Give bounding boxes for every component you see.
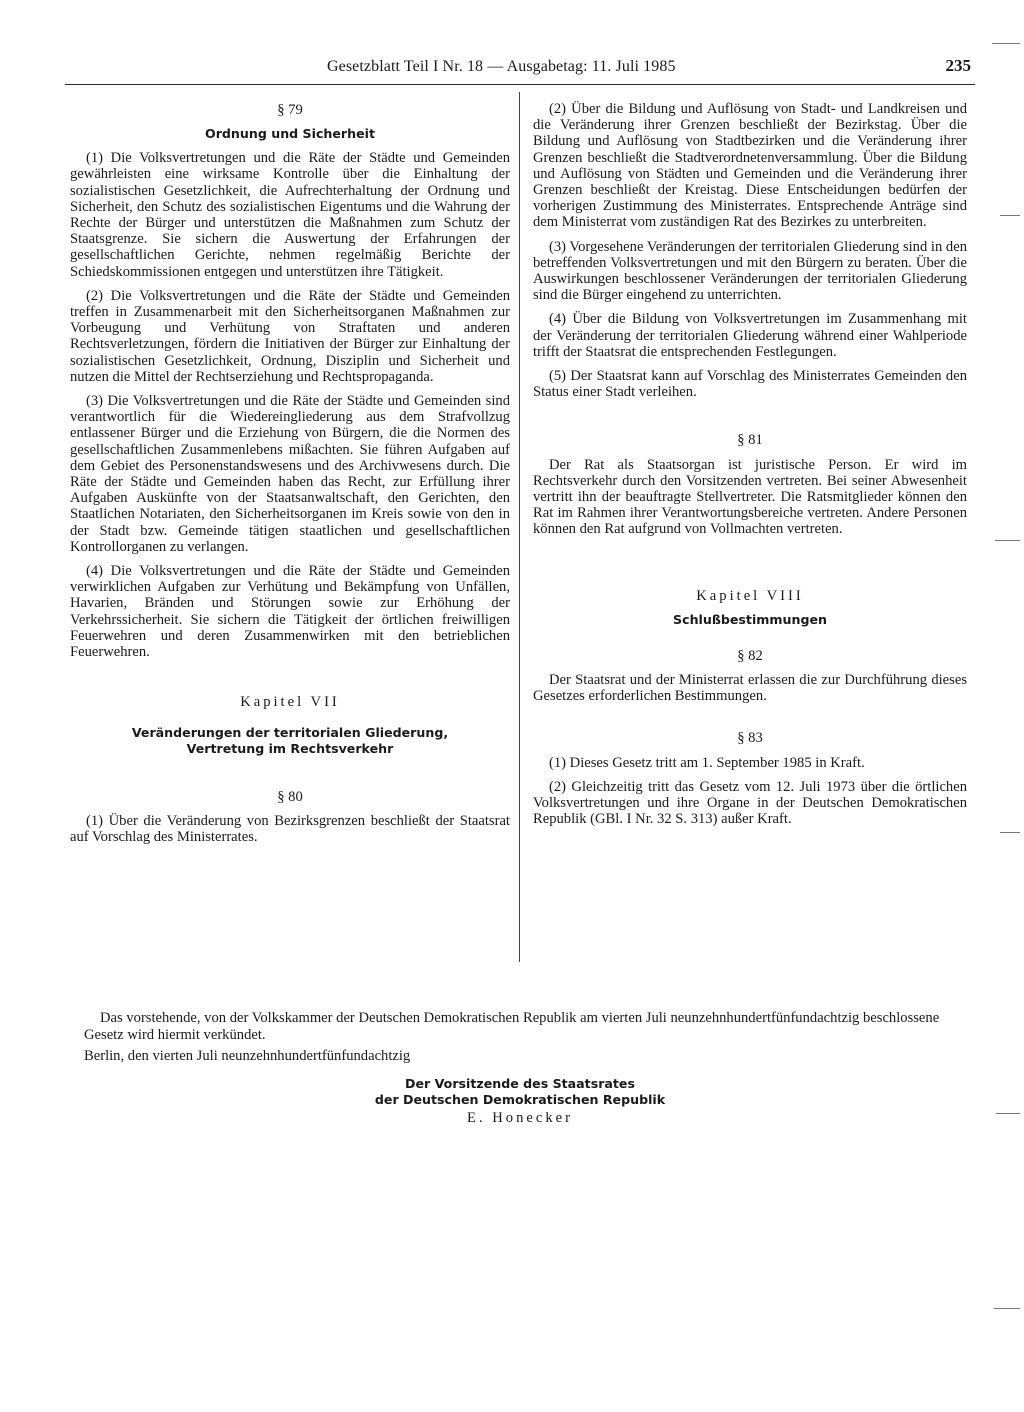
promulgation-text: Das vorstehende, von der Volkskammer der Deutschen Demokratischen Republik am vierten Juli neunzehnhundertfünfundachtzig beschlossene Gesetz wird hiermit verkündet. (84, 1010, 940, 1043)
section-80-para-1: (1) Über die Veränderung von Bezirksgrenzen beschließt der Staatsrat auf Vorschlag des Ministerrates. (70, 812, 510, 845)
scan-mark (994, 1308, 1020, 1309)
signature-line-1: Der Vorsitzende des Staatsrates (405, 1076, 635, 1091)
chapter-7-title-line-2: Vertretung im Rechtsverkehr (186, 740, 394, 756)
section-82-number: § 82 (737, 647, 763, 664)
column-divider (519, 92, 520, 962)
section-83-para-1: (1) Dieses Gesetz tritt am 1. September 1985 in Kraft. (549, 754, 865, 771)
chapter-8-label: Kapitel VIII (696, 587, 804, 604)
chapter-8-title: Schlußbestimmungen (673, 611, 827, 627)
section-81-number: § 81 (737, 432, 763, 449)
page-number: 235 (945, 56, 971, 75)
section-80-number: § 80 (277, 788, 303, 805)
right-column (533, 101, 967, 836)
section-83-para-2: (2) Gleichzeitig tritt das Gesetz vom 12. Juli 1973 über die örtlichen Volksvertretungen und ihre Organe in der Deutschen Demokratischen Republik (GBl. I Nr. 32 S. 313) außer Kraft. (533, 778, 967, 828)
header-title: Gesetzblatt Teil I Nr. 18 — Ausgabetag: 11. Juli 1985 (327, 58, 676, 75)
section-80-para-4: (4) Über die Bildung von Volksvertretungen im Zusammenhang mit der Veränderung der territorialen Gliederung während einer Wahlperiode trifft der Staatsrat die entsprechenden Festlegungen. (533, 311, 967, 360)
left-column (70, 96, 510, 853)
signatory-name: E. Honecker (467, 1110, 573, 1126)
section-79-para-3: (3) Die Volksvertretungen und die Räte der Städte und Gemeinden sind verantwortlich für die Wiedereingliederung aus dem Strafvollzug entlassener Bürger und die Erziehung von Bürgern, die die Normen des gesellschaftlichen Zusammenlebens mißachten. Sie führen Aufgaben auf dem Gebiet des Personenstandswesens und des Archivwesens durch. Die Räte der Städte und Gemeinden haben das Recht, zur Erfüllung ihrer Aufgaben Auskünfte von der Staatsanwaltschaft, den Gerichten, den Staatlichen Notariaten, den Sicherheitsorganen im Kreis sowie von den in der Stadt bzw. Gemeinde tätigen staatlichen und gesellschaftlichen Kontrollorganen zu verlangen. (70, 393, 510, 555)
section-79-title: Ordnung und Sicherheit (205, 126, 375, 142)
scan-mark (992, 43, 1020, 44)
section-80-para-2: (2) Über die Bildung und Auflösung von Stadt- und Landkreisen und die Veränderung ihrer Grenzen beschließt der Bezirkstag. Über die Bildung und Auflösung von Stadtbezirken und die Veränderung ihrer Grenzen beschließt die Stadtverordnetenversammlung. Über die Bildung und Auflösung von Städten und Gemeinden und die Veränderung ihrer Grenzen beschließt der Kreistag. Diese Entscheidungen bedürfen der vorherigen Zustimmung des Ministerrates. Entsprechende Anträge sind dem Ministerrat vom zuständigen Rat des Bezirkes zu unterbreiten. (533, 101, 967, 231)
chapter-7-title-line-1: Veränderungen der territorialen Gliederung, (131, 724, 449, 740)
chapter-7-label: Kapitel VII (240, 694, 340, 711)
section-80-para-3: (3) Vorgesehene Veränderungen der territorialen Gliederung sind in den betreffenden Volksvertretungen und mit den Bürgern zu beraten. Über die Auswirkungen beschlossener Veränderungen der territorialen Gliederung sind die Bürger eingehend zu unterrichten. (533, 238, 967, 304)
signature-block (300, 1076, 740, 1128)
section-79-number: § 79 (277, 102, 303, 118)
section-79-para-2: (2) Die Volksvertretungen und die Räte der Städte und Gemeinden treffen in Zusammenarbeit mit den Sicherheitsorganen Maßnahmen zur Vorbeugung und Verhütung von Straftaten und anderen Rechtsverletzungen, fördern die Initiativen der Bürger zur Einhaltung der sozialistischen Gesetzlichkeit, Ordnung, Disziplin und Sicherheit und nutzen die Mittel der Rechtserziehung und Rechtspropaganda. (70, 287, 510, 385)
section-79-para-1: (1) Die Volksvertretungen und die Räte der Städte und Gemeinden gewährleisten eine wirksame Kontrolle über die Einhaltung der sozialistischen Gesetzlichkeit, die Aufrechterhaltung der Ordnung und Sicherheit, den Schutz des sozialistischen Eigentums und die Wahrung der Rechte der Bürger und unterstützen die Maßnahmen zum Schutz der Staatsgrenze. Sie sichern die Auswertung der Erfahrungen der gesellschaftlichen Gerichte, nehmen regelmäßig Berichte der Schiedskommissionen entgegen und unterstützen ihre Tätigkeit. (70, 150, 510, 280)
scan-mark (995, 540, 1020, 541)
place-date: Berlin, den vierten Juli neunzehnhundertfünfundachtzig (84, 1048, 411, 1064)
signature-line-2: der Deutschen Demokratischen Republik (374, 1092, 666, 1107)
scan-mark (1000, 215, 1020, 216)
scan-mark (1000, 832, 1020, 833)
section-79-para-4: (4) Die Volksvertretungen und die Räte der Städte und Gemeinden verwirklichen Aufgaben zur Verhütung und Bekämpfung von Unfällen, Havarien, Bränden und Störungen sowie zur Erhöhung der Verkehrssicherheit. Sie sichern die Tätigkeit der örtlichen freiwilligen Feuerwehren und deren Zusammenwirken mit den betrieblichen Feuerwehren. (70, 563, 510, 661)
promulgation-block (84, 1010, 964, 1069)
section-80-para-5: (5) Der Staatsrat kann auf Vorschlag des Ministerrates Gemeinden den Status einer Stadt verleihen. (533, 368, 967, 401)
section-82-para-1: Der Staatsrat und der Ministerrat erlassen die zur Durchführung dieses Gesetzes erforderlichen Bestimmungen. (533, 672, 967, 705)
section-81-para-1: Der Rat als Staatsorgan ist juristische Person. Er wird im Rechtsverkehr durch den Vorsitzenden vertreten. Bei seiner Abwesenheit vertritt ihn der beauftragte Stellvertreter. Die Ratsmitglieder können den Rat im Rahmen ihrer Verantwortungsbereiche vertreten. Andere Personen können den Rat aufgrund von Vollmachten vertreten. (533, 456, 967, 538)
scan-mark (996, 1113, 1020, 1114)
section-83-number: § 83 (737, 730, 763, 747)
page-header (65, 54, 975, 85)
